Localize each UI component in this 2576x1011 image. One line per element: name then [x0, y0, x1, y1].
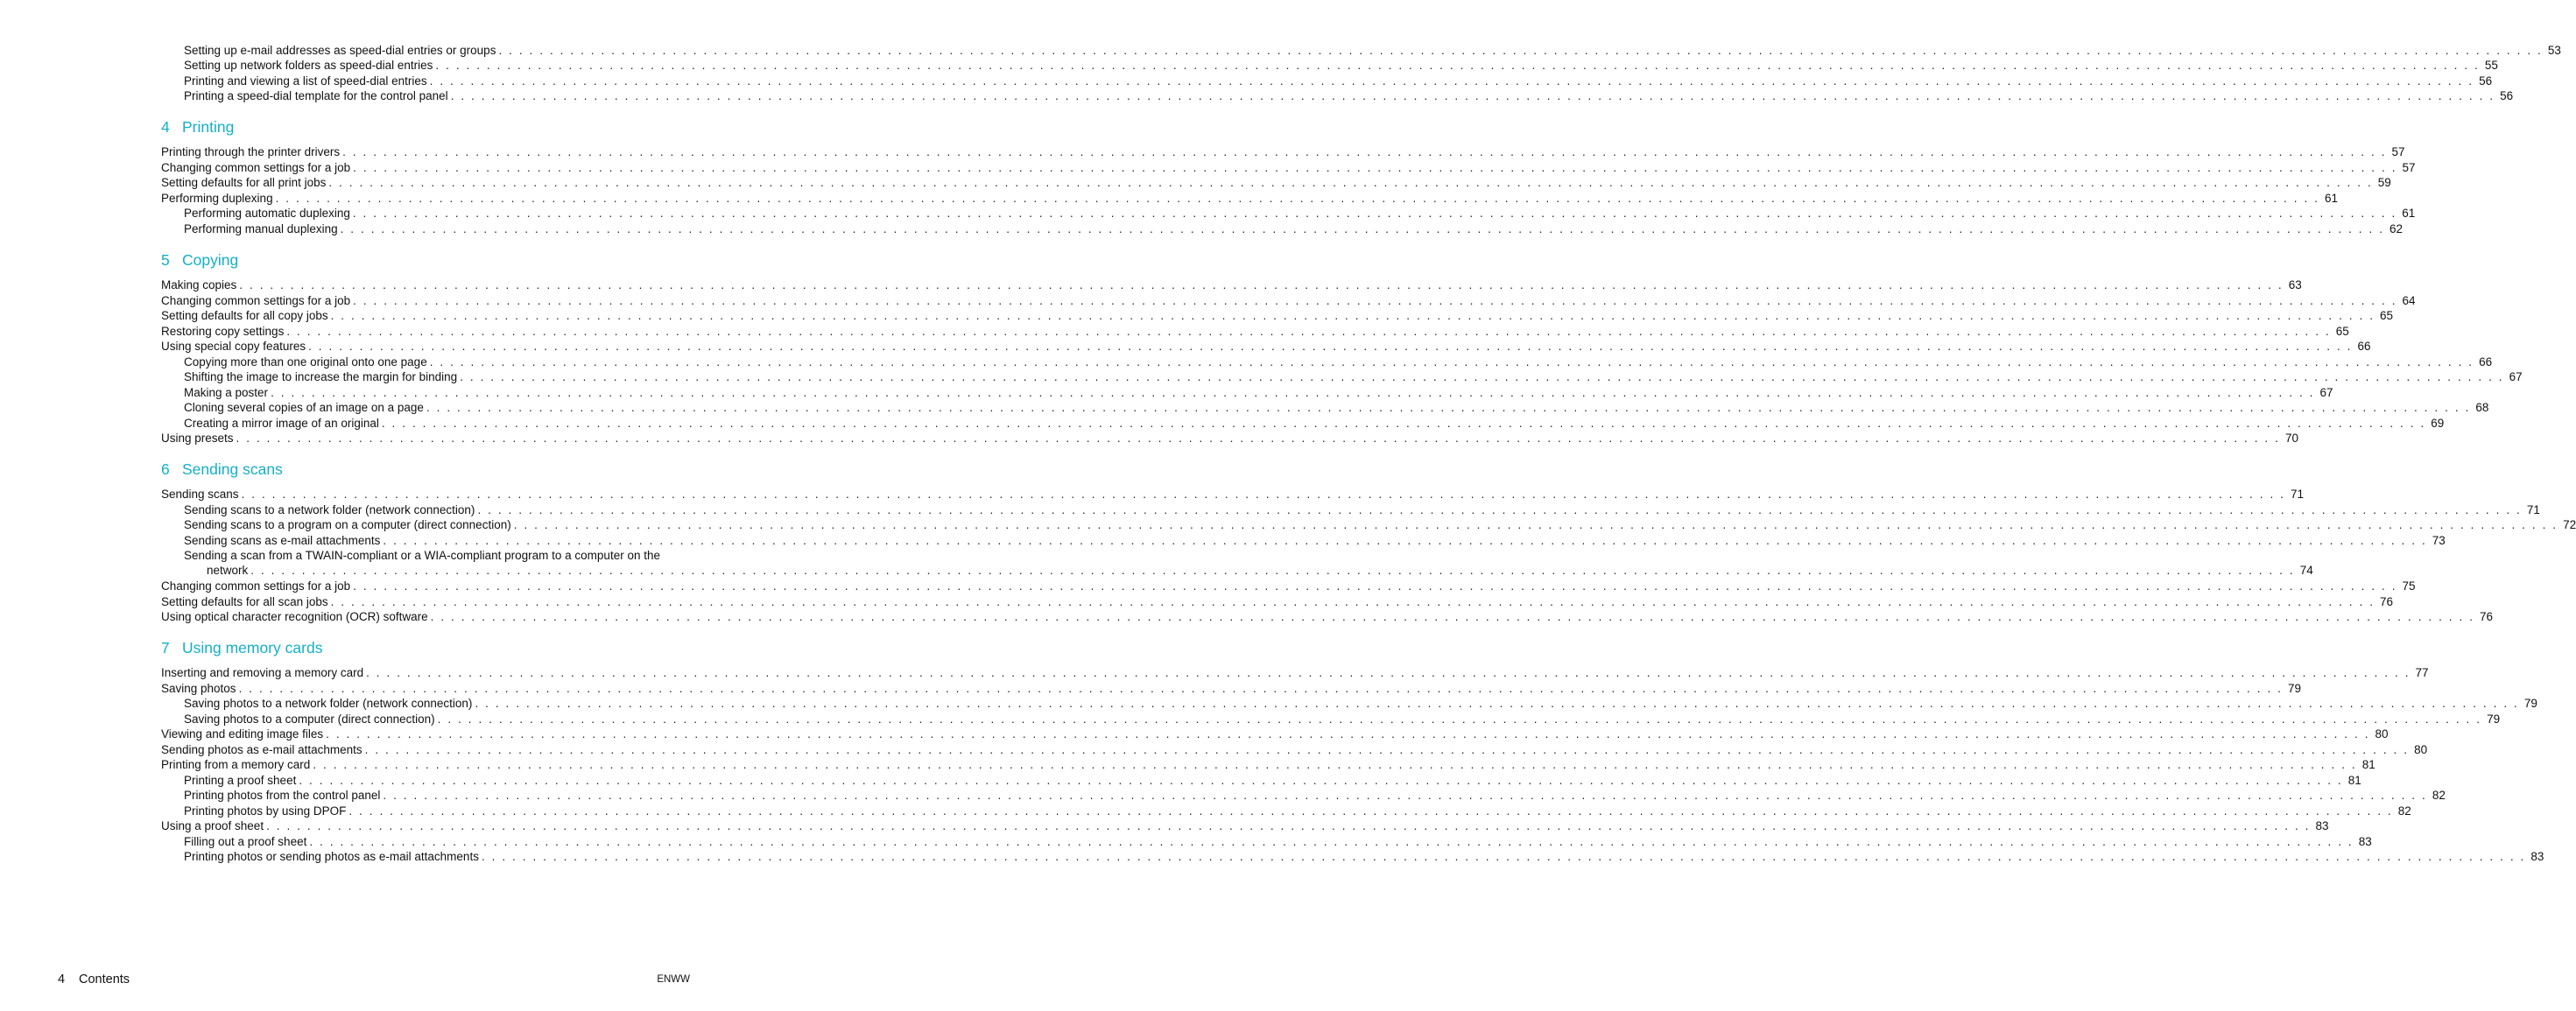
toc-entry-title: Making copies — [161, 278, 237, 291]
toc-entry[interactable] — [184, 369, 2523, 384]
toc-entry[interactable] — [161, 191, 2339, 206]
toc-entry-page: 64 — [2402, 294, 2416, 307]
footer-page-number: 4 — [58, 972, 66, 986]
toc-entry[interactable] — [184, 221, 2404, 236]
toc-entry-page: 83 — [2358, 835, 2372, 848]
toc-entry[interactable] — [161, 175, 2391, 190]
dot-leader: . . . . . . . . . . . . . . . . . . . . . . . . . . . . . . . . . . . . . . . . . . . . . . . . . . . . . . . . . . . . . . . . . . . . . . . . . . . . . . . . . . . . . . . . . . . . . . . . . . . . . . . . . . . . . . . . . . . . . . . . . . . . . . . . . . . . . . . . . . . . . . . . . . . . . . . . . . . . . . . . . . . . . . . . . . . . . . . . . . . . . . . . . . . . . . . . . . . . . . . . — [299, 774, 2343, 787]
dot-leader: . . . . . . . . . . . . . . . . . . . . . . . . . . . . . . . . . . . . . . . . . . . . . . . . . . . . . . . . . . . . . . . . . . . . . . . . . . . . . . . . . . . . . . . . . . . . . . . . . . . . . . . . . . . . . . . . . . . . . . . . . . . . . . . . . . . . . . . . . . . . . . . . . . . . . . . . . . . . . . . . . . . . . . . . . . . . . . . . . . . . . . . . . . . . . . . . . . . . . . . . — [238, 682, 2284, 695]
page-footer — [58, 972, 130, 986]
toc-entry-page: 66 — [2479, 355, 2493, 369]
dot-leader: . . . . . . . . . . . . . . . . . . . . . . . . . . . . . . . . . . . . . . . . . . . . . . . . . . . . . . . . . . . . . . . . . . . . . . . . . . . . . . . . . . . . . . . . . . . . . . . . . . . . . . . . . . . . . . . . . . . . . . . . . . . . . . . . . . . . . . . . . . . . . . . . . . . . . . . . . . . . . . . . . . . . . . . . . . . . . . . . . . . . . . . . . . . . . . . . . . . . . . . . — [513, 518, 2558, 531]
toc-entry-page: 81 — [2347, 774, 2361, 787]
toc-entry-page: 53 — [2547, 44, 2561, 57]
toc-entry-page: 82 — [2432, 789, 2446, 802]
toc-entry[interactable] — [184, 804, 2411, 818]
toc-entry-page: 76 — [2480, 610, 2494, 623]
toc-entry[interactable] — [161, 308, 2394, 323]
dot-leader: . . . . . . . . . . . . . . . . . . . . . . . . . . . . . . . . . . . . . . . . . . . . . . . . . . . . . . . . . . . . . . . . . . . . . . . . . . . . . . . . . . . . . . . . . . . . . . . . . . . . . . . . . . . . . . . . . . . . . . . . . . . . . . . . . . . . . . . . . . . . . . . . . . . . . . . . . . . . . . . . . . . . . . . . . . . . . . . . . . . . . . . . . . . . . . . . . . . . . . . . — [435, 59, 2480, 72]
toc-entry-page: 71 — [2290, 488, 2305, 501]
toc-entry-title: Printing photos by using DPOF — [184, 804, 347, 818]
chapter-heading[interactable] — [161, 251, 238, 270]
chapter-title: Copying — [182, 251, 239, 269]
toc-entry-page: 83 — [2315, 819, 2329, 832]
toc-entry-title: Saving photos to a network folder (network connection) — [184, 697, 473, 710]
toc-entry-page: 56 — [2500, 89, 2514, 102]
chapter-number: 7 — [161, 639, 170, 656]
toc-entry-title: Setting defaults for all print jobs — [161, 176, 327, 189]
toc-entry[interactable] — [184, 712, 2501, 727]
toc-entry-title: Filling out a proof sheet — [184, 835, 307, 848]
dot-leader: . . . . . . . . . . . . . . . . . . . . . . . . . . . . . . . . . . . . . . . . . . . . . . . . . . . . . . . . . . . . . . . . . . . . . . . . . . . . . . . . . . . . . . . . . . . . . . . . . . . . . . . . . . . . . . . . . . . . . . . . . . . . . . . . . . . . . . . . . . . . . . . . . . . . . . . . . . . . . . . . . . . . . . . . . . . . . . . . . . . . . . . . . . . . . . . . . . . . . . . . — [426, 401, 2471, 414]
toc-entry-title: Copying more than one original onto one page — [184, 355, 427, 369]
dot-leader: . . . . . . . . . . . . . . . . . . . . . . . . . . . . . . . . . . . . . . . . . . . . . . . . . . . . . . . . . . . . . . . . . . . . . . . . . . . . . . . . . . . . . . . . . . . . . . . . . . . . . . . . . . . . . . . . . . . . . . . . . . . . . . . . . . . . . . . . . . . . . . . . . . . . . . . . . . . . . . . . . . . . . . . . . . . . . . . . . . . . . . . . . . . . . . . . . . . . . . . . — [348, 804, 2393, 818]
toc-entry-title: Sending photos as e-mail attachments — [161, 743, 362, 756]
toc-entry-title: Using a proof sheet — [161, 819, 264, 832]
toc-entry[interactable] — [184, 206, 2416, 221]
toc-entry[interactable] — [161, 324, 2349, 339]
toc-entry-page: 59 — [2377, 176, 2391, 189]
toc-entry-page: 63 — [2288, 278, 2302, 291]
toc-entry-page: 80 — [2375, 727, 2389, 741]
toc-entry-page: 71 — [2526, 503, 2540, 516]
dot-leader: . . . . . . . . . . . . . . . . . . . . . . . . . . . . . . . . . . . . . . . . . . . . . . . . . . . . . . . . . . . . . . . . . . . . . . . . . . . . . . . . . . . . . . . . . . . . . . . . . . . . . . . . . . . . . . . . . . . . . . . . . . . . . . . . . . . . . . . . . . . . . . . . . . . . . . . . . . . . . . . . . . . . . . . . . . . . . . . . . . . . . . . . . . . . . . . . . . . . . . . . — [330, 595, 2375, 608]
toc-entry-page: 55 — [2484, 59, 2498, 72]
toc-entry-title: Viewing and editing image files — [161, 727, 324, 741]
toc-entry[interactable] — [161, 727, 2389, 741]
toc-entry-page: 80 — [2414, 743, 2428, 756]
toc-entry[interactable] — [161, 579, 2416, 593]
toc-entry-title: Inserting and removing a memory card — [161, 666, 364, 679]
toc-entry-title: Making a poster — [184, 386, 269, 399]
toc-entry-title: Performing duplexing — [161, 192, 273, 205]
toc-entry-page: 77 — [2415, 666, 2429, 679]
chapter-heading[interactable] — [161, 639, 322, 657]
toc-entry[interactable] — [161, 594, 2394, 609]
dot-leader: . . . . . . . . . . . . . . . . . . . . . . . . . . . . . . . . . . . . . . . . . . . . . . . . . . . . . . . . . . . . . . . . . . . . . . . . . . . . . . . . . . . . . . . . . . . . . . . . . . . . . . . . . . . . . . . . . . . . . . . . . . . . . . . . . . . . . . . . . . . . . . . . . . . . . . . . . . . . . . . . . . . . . . . . . . . . . . . . . . . . . . . . . . . . . . . . . . . . . . . . — [271, 386, 2315, 399]
dot-leader: . . . . . . . . . . . . . . . . . . . . . . . . . . . . . . . . . . . . . . . . . . . . . . . . . . . . . . . . . . . . . . . . . . . . . . . . . . . . . . . . . . . . . . . . . . . . . . . . . . . . . . . . . . . . . . . . . . . . . . . . . . . . . . . . . . . . . . . . . . . . . . . . . . . . . . . . . . . . . . . . . . . . . . . . . . . . . . . . . . . . . . . . . . . . . . . . . . . . . . . . — [498, 44, 2543, 57]
dot-leader: . . . . . . . . . . . . . . . . . . . . . . . . . . . . . . . . . . . . . . . . . . . . . . . . . . . . . . . . . . . . . . . . . . . . . . . . . . . . . . . . . . . . . . . . . . . . . . . . . . . . . . . . . . . . . . . . . . . . . . . . . . . . . . . . . . . . . . . . . . . . . . . . . . . . . . . . . . . . . . . . . . . . . . . . . . . . . . . . . . . . . . . . . . . . . . . . . . . . . . . . — [266, 819, 2311, 832]
chapter-heading[interactable] — [161, 460, 283, 479]
toc-entry-title: Performing manual duplexing — [184, 222, 338, 235]
chapter-title: Sending scans — [182, 460, 283, 478]
toc-entry-title: Cloning several copies of an image on a page — [184, 401, 424, 414]
chapter-number: 5 — [161, 251, 170, 269]
toc-entry-page: 73 — [2432, 534, 2446, 547]
toc-entry-page: 70 — [2284, 432, 2298, 445]
toc-entry[interactable] — [184, 58, 2498, 73]
toc-entry-page: 61 — [2402, 207, 2416, 220]
toc-entry-title: Using special copy features — [161, 340, 306, 353]
dot-leader: . . . . . . . . . . . . . . . . . . . . . . . . . . . . . . . . . . . . . . . . . . . . . . . . . . . . . . . . . . . . . . . . . . . . . . . . . . . . . . . . . . . . . . . . . . . . . . . . . . . . . . . . . . . . . . . . . . . . . . . . . . . . . . . . . . . . . . . . . . . . . . . . . . . . . . . . . . . . . . . . . . . . . . . . . . . . . . . . . . . . . . . . . . . . . . . . . . . . . . . . — [275, 192, 2320, 205]
toc-entry-page: 66 — [2357, 340, 2371, 353]
toc-entry-page: 82 — [2397, 804, 2411, 818]
toc-entry-page: 76 — [2380, 595, 2394, 608]
toc-entry-title: Using presets — [161, 432, 234, 445]
toc-entry[interactable] — [184, 43, 2561, 58]
toc-entry[interactable] — [184, 849, 2544, 864]
toc-entry-title: Using optical character recognition (OCR) software — [161, 610, 428, 623]
toc-entry-title: Performing automatic duplexing — [184, 207, 350, 220]
toc-entry-title: Saving photos — [161, 682, 236, 695]
toc-entry[interactable] — [184, 788, 2446, 803]
toc-entry-title: Shifting the image to increase the margin for binding — [184, 370, 458, 383]
toc-entry[interactable] — [161, 665, 2429, 680]
dot-leader: . . . . . . . . . . . . . . . . . . . . . . . . . . . . . . . . . . . . . . . . . . . . . . . . . . . . . . . . . . . . . . . . . . . . . . . . . . . . . . . . . . . . . . . . . . . . . . . . . . . . . . . . . . . . . . . . . . . . . . . . . . . . . . . . . . . . . . . . . . . . . . . . . . . . . . . . . . . . . . . . . . . . . . . . . . . . . . . . . . . . . . . . . . . . . . . . . . . . . . . . — [366, 666, 2411, 679]
toc-entry-title: Setting up network folders as speed-dial entries — [184, 59, 433, 72]
dot-leader: . . . . . . . . . . . . . . . . . . . . . . . . . . . . . . . . . . . . . . . . . . . . . . . . . . . . . . . . . . . . . . . . . . . . . . . . . . . . . . . . . . . . . . . . . . . . . . . . . . . . . . . . . . . . . . . . . . . . . . . . . . . . . . . . . . . . . . . . . . . . . . . . . . . . . . . . . . . . . . . . . . . . . . . . . . . . . . . . . . . . . . . . . . . . . . . . . . . . . . . . — [352, 207, 2397, 220]
toc-entry-title: Saving photos to a computer (direct connection) — [184, 713, 435, 726]
dot-leader: . . . . . . . . . . . . . . . . . . . . . . . . . . . . . . . . . . . . . . . . . . . . . . . . . . . . . . . . . . . . . . . . . . . . . . . . . . . . . . . . . . . . . . . . . . . . . . . . . . . . . . . . . . . . . . . . . . . . . . . . . . . . . . . . . . . . . . . . . . . . . . . . . . . . . . . . . . . . . . . . . . . . . . . . . . . . . . . . . . . . . . . . . . . . . . . . . . . . . . . . — [430, 610, 2475, 623]
dot-leader: . . . . . . . . . . . . . . . . . . . . . . . . . . . . . . . . . . . . . . . . . . . . . . . . . . . . . . . . . . . . . . . . . . . . . . . . . . . . . . . . . . . . . . . . . . . . . . . . . . . . . . . . . . . . . . . . . . . . . . . . . . . . . . . . . . . . . . . . . . . . . . . . . . . . . . . . . . . . . . . . . . . . . . . . . . . . . . . . . . . . . . . . . . . . . . . . . . . . . . . . — [429, 355, 2474, 369]
toc-entry-title: Printing photos from the control panel — [184, 789, 381, 802]
toc-entry-title: Sending scans — [161, 488, 239, 501]
dot-leader: . . . . . . . . . . . . . . . . . . . . . . . . . . . . . . . . . . . . . . . . . . . . . . . . . . . . . . . . . . . . . . . . . . . . . . . . . . . . . . . . . . . . . . . . . . . . . . . . . . . . . . . . . . . . . . . . . . . . . . . . . . . . . . . . . . . . . . . . . . . . . . . . . . . . . . . . . . . . . . . . . . . . . . . . . . . . . . . . . . . . . . . . . . . . . . . . . . . . . . . . — [313, 758, 2357, 771]
chapter-number: 4 — [161, 118, 170, 136]
toc-entry[interactable] — [184, 773, 2361, 788]
toc-entry-title: Setting defaults for all copy jobs — [161, 309, 328, 322]
toc-entry[interactable] — [161, 818, 2329, 833]
toc-entry[interactable] — [161, 681, 2302, 696]
toc-entry-page: 62 — [2389, 222, 2404, 235]
toc-entry-title: Changing common settings for a job — [161, 161, 351, 174]
toc-entry-title: Sending a scan from a TWAIN-compliant or a WIA-compliant program to a computer on the — [184, 549, 660, 562]
footer-section: Contents — [79, 972, 130, 986]
toc-entry[interactable] — [184, 400, 2489, 415]
toc-entry-title: Sending scans to a program on a computer (direct connection) — [184, 518, 511, 531]
dot-leader: . . . . . . . . . . . . . . . . . . . . . . . . . . . . . . . . . . . . . . . . . . . . . . . . . . . . . . . . . . . . . . . . . . . . . . . . . . . . . . . . . . . . . . . . . . . . . . . . . . . . . . . . . . . . . . . . . . . . . . . . . . . . . . . . . . . . . . . . . . . . . . . . . . . . . . . . . . . . . . . . . . . . . . . . . . . . . . . . . . . . . . . . . . . . . . . . . . . . . . . . — [450, 89, 2495, 102]
toc-entry-page: 65 — [2380, 309, 2394, 322]
toc-entry-title: Changing common settings for a job — [161, 294, 351, 307]
toc-entry-title: Restoring copy settings — [161, 325, 285, 338]
toc-entry[interactable] — [161, 339, 2371, 354]
toc-entry[interactable] — [161, 144, 2405, 159]
toc-entry[interactable] — [184, 517, 2576, 532]
dot-leader: . . . . . . . . . . . . . . . . . . . . . . . . . . . . . . . . . . . . . . . . . . . . . . . . . . . . . . . . . . . . . . . . . . . . . . . . . . . . . . . . . . . . . . . . . . . . . . . . . . . . . . . . . . . . . . . . . . . . . . . . . . . . . . . . . . . . . . . . . . . . . . . . . . . . . . . . . . . . . . . . . . . . . . . . . . . . . . . . . . . . . . . . . . . . . . . . . . . . . . . . — [326, 727, 2370, 741]
toc-entry-page: 65 — [2335, 325, 2349, 338]
dot-leader: . . . . . . . . . . . . . . . . . . . . . . . . . . . . . . . . . . . . . . . . . . . . . . . . . . . . . . . . . . . . . . . . . . . . . . . . . . . . . . . . . . . . . . . . . . . . . . . . . . . . . . . . . . . . . . . . . . . . . . . . . . . . . . . . . . . . . . . . . . . . . . . . . . . . . . . . . . . . . . . . . . . . . . . . . . . . . . . . . . . . . . . . . . . . . . . . . . . . . . . . — [437, 713, 2482, 726]
toc-entry-page: 74 — [2299, 564, 2313, 577]
toc-entry[interactable] — [184, 502, 2540, 517]
dot-leader: . . . . . . . . . . . . . . . . . . . . . . . . . . . . . . . . . . . . . . . . . . . . . . . . . . . . . . . . . . . . . . . . . . . . . . . . . . . . . . . . . . . . . . . . . . . . . . . . . . . . . . . . . . . . . . . . . . . . . . . . . . . . . . . . . . . . . . . . . . . . . . . . . . . . . . . . . . . . . . . . . . . . . . . . . . . . . . . . . . . . . . . . . . . . . . . . . . . . . . . . — [308, 340, 2353, 353]
toc-entry[interactable] — [161, 431, 2298, 446]
toc-entry-page: 67 — [2509, 370, 2523, 383]
toc-entry[interactable] — [184, 74, 2493, 88]
toc-entry-title-continued: network — [207, 564, 249, 577]
toc-entry-page: 67 — [2319, 386, 2333, 399]
toc-entry-title: Printing from a memory card — [161, 758, 311, 771]
toc-entry-page: 81 — [2361, 758, 2375, 771]
dot-leader: . . . . . . . . . . . . . . . . . . . . . . . . . . . . . . . . . . . . . . . . . . . . . . . . . . . . . . . . . . . . . . . . . . . . . . . . . . . . . . . . . . . . . . . . . . . . . . . . . . . . . . . . . . . . . . . . . . . . . . . . . . . . . . . . . . . . . . . . . . . . . . . . . . . . . . . . . . . . . . . . . . . . . . . . . . . . . . . . . . . . . . . . . . . . . . . . . . . . . . . . — [236, 432, 2280, 445]
dot-leader: . . . . . . . . . . . . . . . . . . . . . . . . . . . . . . . . . . . . . . . . . . . . . . . . . . . . . . . . . . . . . . . . . . . . . . . . . . . . . . . . . . . . . . . . . . . . . . . . . . . . . . . . . . . . . . . . . . . . . . . . . . . . . . . . . . . . . . . . . . . . . . . . . . . . . . . . . . . . . . . . . . . . . . . . . . . . . . . . . . . . . . . . . . . . . . . . . . . . . . . . — [353, 161, 2397, 174]
dot-leader: . . . . . . . . . . . . . . . . . . . . . . . . . . . . . . . . . . . . . . . . . . . . . . . . . . . . . . . . . . . . . . . . . . . . . . . . . . . . . . . . . . . . . . . . . . . . . . . . . . . . . . . . . . . . . . . . . . . . . . . . . . . . . . . . . . . . . . . . . . . . . . . . . . . . . . . . . . . . . . . . . . . . . . . . . . . . . . . . . . . . . . . . . . . . . . . . . . . . . . . . — [241, 488, 2286, 501]
dot-leader: . . . . . . . . . . . . . . . . . . . . . . . . . . . . . . . . . . . . . . . . . . . . . . . . . . . . . . . . . . . . . . . . . . . . . . . . . . . . . . . . . . . . . . . . . . . . . . . . . . . . . . . . . . . . . . . . . . . . . . . . . . . . . . . . . . . . . . . . . . . . . . . . . . . . . . . . . . . . . . . . . . . . . . . . . . . . . . . . . . . . . . . . . . . . . . . . . . . . . . . . — [286, 325, 2331, 338]
dot-leader: . . . . . . . . . . . . . . . . . . . . . . . . . . . . . . . . . . . . . . . . . . . . . . . . . . . . . . . . . . . . . . . . . . . . . . . . . . . . . . . . . . . . . . . . . . . . . . . . . . . . . . . . . . . . . . . . . . . . . . . . . . . . . . . . . . . . . . . . . . . . . . . . . . . . . . . . . . . . . . . . . . . . . . . . . . . . . . . . . . . . . . . . . . . . . . . . . . . . . . . . — [460, 370, 2504, 383]
toc-entry[interactable] — [184, 696, 2537, 711]
toc-entry-page: 56 — [2479, 74, 2493, 88]
toc-entry-page: 83 — [2530, 850, 2544, 863]
toc-entry-title: Printing and viewing a list of speed-dial entries — [184, 74, 427, 88]
chapter-heading[interactable] — [161, 118, 234, 137]
dot-leader: . . . . . . . . . . . . . . . . . . . . . . . . . . . . . . . . . . . . . . . . . . . . . . . . . . . . . . . . . . . . . . . . . . . . . . . . . . . . . . . . . . . . . . . . . . . . . . . . . . . . . . . . . . . . . . . . . . . . . . . . . . . . . . . . . . . . . . . . . . . . . . . . . . . . . . . . . . . . . . . . . . . . . . . . . . . . . . . . . . . . . . . . . . . . . . . . . . . . . . . . — [328, 176, 2373, 189]
dot-leader: . . . . . . . . . . . . . . . . . . . . . . . . . . . . . . . . . . . . . . . . . . . . . . . . . . . . . . . . . . . . . . . . . . . . . . . . . . . . . . . . . . . . . . . . . . . . . . . . . . . . . . . . . . . . . . . . . . . . . . . . . . . . . . . . . . . . . . . . . . . . . . . . . . . . . . . . . . . . . . . . . . . . . . . . . . . . . . . . . . . . . . . . . . . . . . . . . . . . . . . . — [383, 534, 2427, 547]
toc-entry[interactable] — [184, 834, 2372, 849]
dot-leader: . . . . . . . . . . . . . . . . . . . . . . . . . . . . . . . . . . . . . . . . . . . . . . . . . . . . . . . . . . . . . . . . . . . . . . . . . . . . . . . . . . . . . . . . . . . . . . . . . . . . . . . . . . . . . . . . . . . . . . . . . . . . . . . . . . . . . . . . . . . . . . . . . . . . . . . . . . . . . . . . . . . . . . . . . . . . . . . . . . . . . . . . . . . . . . . . . . . . . . . . — [353, 579, 2397, 593]
toc-entry[interactable] — [161, 609, 2494, 624]
toc-entry[interactable] — [161, 160, 2416, 175]
toc-entry[interactable] — [184, 533, 2446, 548]
toc-entry[interactable] — [184, 548, 2313, 578]
toc-entry-title: Setting defaults for all scan jobs — [161, 595, 328, 608]
chapter-title: Printing — [182, 118, 235, 136]
toc-entry[interactable] — [184, 416, 2445, 431]
toc-entry-title: Sending scans as e-mail attachments — [184, 534, 381, 547]
toc-entry-title: Creating a mirror image of an original — [184, 417, 379, 430]
toc-entry-title: Printing photos or sending photos as e-mail attachments — [184, 850, 479, 863]
toc-entry-page: 61 — [2325, 192, 2339, 205]
dot-leader: . . . . . . . . . . . . . . . . . . . . . . . . . . . . . . . . . . . . . . . . . . . . . . . . . . . . . . . . . . . . . . . . . . . . . . . . . . . . . . . . . . . . . . . . . . . . . . . . . . . . . . . . . . . . . . . . . . . . . . . . . . . . . . . . . . . . . . . . . . . . . . . . . . . . . . . . . . . . . . . . . . . . . . . . . . . . . . . . . . . . . . . . . . . . . . . . . . . . . . . . — [477, 503, 2522, 516]
dot-leader: . . . . . . . . . . . . . . . . . . . . . . . . . . . . . . . . . . . . . . . . . . . . . . . . . . . . . . . . . . . . . . . . . . . . . . . . . . . . . . . . . . . . . . . . . . . . . . . . . . . . . . . . . . . . . . . . . . . . . . . . . . . . . . . . . . . . . . . . . . . . . . . . . . . . . . . . . . . . . . . . . . . . . . . . . . . . . . . . . . . . . . . . . . . . . . . . . . . . . . . . — [475, 697, 2519, 710]
toc-entry-page: 57 — [2391, 145, 2405, 158]
toc-entry[interactable] — [161, 742, 2428, 757]
dot-leader: . . . . . . . . . . . . . . . . . . . . . . . . . . . . . . . . . . . . . . . . . . . . . . . . . . . . . . . . . . . . . . . . . . . . . . . . . . . . . . . . . . . . . . . . . . . . . . . . . . . . . . . . . . . . . . . . . . . . . . . . . . . . . . . . . . . . . . . . . . . . . . . . . . . . . . . . . . . . . . . . . . . . . . . . . . . . . . . . . . . . . . . . . . . . . . . . . . . . . . . . — [429, 74, 2474, 88]
dot-leader: . . . . . . . . . . . . . . . . . . . . . . . . . . . . . . . . . . . . . . . . . . . . . . . . . . . . . . . . . . . . . . . . . . . . . . . . . . . . . . . . . . . . . . . . . . . . . . . . . . . . . . . . . . . . . . . . . . . . . . . . . . . . . . . . . . . . . . . . . . . . . . . . . . . . . . . . . . . . . . . . . . . . . . . . . . . . . . . . . . . . . . . . . . . . . . . . . . . . . . . . — [250, 564, 2295, 577]
toc-entry[interactable] — [161, 487, 2305, 502]
toc-entry-page: 75 — [2402, 579, 2416, 593]
toc-entry-title: Sending scans to a network folder (network connection) — [184, 503, 475, 516]
toc-entry-page: 79 — [2523, 697, 2537, 710]
chapter-number: 6 — [161, 460, 170, 478]
toc-entry-page: 68 — [2475, 401, 2489, 414]
toc-entry[interactable] — [184, 385, 2333, 400]
dot-leader: . . . . . . . . . . . . . . . . . . . . . . . . . . . . . . . . . . . . . . . . . . . . . . . . . . . . . . . . . . . . . . . . . . . . . . . . . . . . . . . . . . . . . . . . . . . . . . . . . . . . . . . . . . . . . . . . . . . . . . . . . . . . . . . . . . . . . . . . . . . . . . . . . . . . . . . . . . . . . . . . . . . . . . . . . . . . . . . . . . . . . . . . . . . . . . . . . . . . . . . . — [481, 850, 2526, 863]
toc-entry-title: Printing a proof sheet — [184, 774, 297, 787]
toc-entry-page: 79 — [2487, 713, 2501, 726]
toc-entry-page: 72 — [2563, 518, 2576, 531]
toc-entry-title: Printing a speed-dial template for the control panel — [184, 89, 448, 102]
footer-code: ENWW — [657, 974, 690, 985]
toc-entry[interactable] — [161, 757, 2375, 772]
toc-entry[interactable] — [161, 277, 2302, 292]
toc-entry[interactable] — [184, 355, 2493, 369]
toc-entry-page: 57 — [2402, 161, 2416, 174]
dot-leader: . . . . . . . . . . . . . . . . . . . . . . . . . . . . . . . . . . . . . . . . . . . . . . . . . . . . . . . . . . . . . . . . . . . . . . . . . . . . . . . . . . . . . . . . . . . . . . . . . . . . . . . . . . . . . . . . . . . . . . . . . . . . . . . . . . . . . . . . . . . . . . . . . . . . . . . . . . . . . . . . . . . . . . . . . . . . . . . . . . . . . . . . . . . . . . . . . . . . . . . . — [383, 789, 2427, 802]
toc-entry[interactable] — [161, 293, 2416, 308]
toc-entry-title: Changing common settings for a job — [161, 579, 351, 593]
toc-entry-title: Setting up e-mail addresses as speed-dial entries or groups — [184, 44, 496, 57]
dot-leader: . . . . . . . . . . . . . . . . . . . . . . . . . . . . . . . . . . . . . . . . . . . . . . . . . . . . . . . . . . . . . . . . . . . . . . . . . . . . . . . . . . . . . . . . . . . . . . . . . . . . . . . . . . . . . . . . . . . . . . . . . . . . . . . . . . . . . . . . . . . . . . . . . . . . . . . . . . . . . . . . . . . . . . . . . . . . . . . . . . . . . . . . . . . . . . . . . . . . . . . . — [239, 278, 2284, 291]
dot-leader: . . . . . . . . . . . . . . . . . . . . . . . . . . . . . . . . . . . . . . . . . . . . . . . . . . . . . . . . . . . . . . . . . . . . . . . . . . . . . . . . . . . . . . . . . . . . . . . . . . . . . . . . . . . . . . . . . . . . . . . . . . . . . . . . . . . . . . . . . . . . . . . . . . . . . . . . . . . . . . . . . . . . . . . . . . . . . . . . . . . . . . . . . . . . . . . . . . . . . . . . — [342, 145, 2387, 158]
dot-leader: . . . . . . . . . . . . . . . . . . . . . . . . . . . . . . . . . . . . . . . . . . . . . . . . . . . . . . . . . . . . . . . . . . . . . . . . . . . . . . . . . . . . . . . . . . . . . . . . . . . . . . . . . . . . . . . . . . . . . . . . . . . . . . . . . . . . . . . . . . . . . . . . . . . . . . . . . . . . . . . . . . . . . . . . . . . . . . . . . . . . . . . . . . . . . . . . . . . . . . . . — [340, 222, 2385, 235]
toc-entry-title: Printing through the printer drivers — [161, 145, 341, 158]
toc-entry[interactable] — [184, 88, 2514, 103]
dot-leader: . . . . . . . . . . . . . . . . . . . . . . . . . . . . . . . . . . . . . . . . . . . . . . . . . . . . . . . . . . . . . . . . . . . . . . . . . . . . . . . . . . . . . . . . . . . . . . . . . . . . . . . . . . . . . . . . . . . . . . . . . . . . . . . . . . . . . . . . . . . . . . . . . . . . . . . . . . . . . . . . . . . . . . . . . . . . . . . . . . . . . . . . . . . . . . . . . . . . . . . . — [353, 294, 2397, 307]
chapter-title: Using memory cards — [182, 639, 323, 656]
dot-leader: . . . . . . . . . . . . . . . . . . . . . . . . . . . . . . . . . . . . . . . . . . . . . . . . . . . . . . . . . . . . . . . . . . . . . . . . . . . . . . . . . . . . . . . . . . . . . . . . . . . . . . . . . . . . . . . . . . . . . . . . . . . . . . . . . . . . . . . . . . . . . . . . . . . . . . . . . . . . . . . . . . . . . . . . . . . . . . . . . . . . . . . . . . . . . . . . . . . . . . . . — [381, 417, 2426, 430]
dot-leader: . . . . . . . . . . . . . . . . . . . . . . . . . . . . . . . . . . . . . . . . . . . . . . . . . . . . . . . . . . . . . . . . . . . . . . . . . . . . . . . . . . . . . . . . . . . . . . . . . . . . . . . . . . . . . . . . . . . . . . . . . . . . . . . . . . . . . . . . . . . . . . . . . . . . . . . . . . . . . . . . . . . . . . . . . . . . . . . . . . . . . . . . . . . . . . . . . . . . . . . . — [309, 835, 2354, 848]
dot-leader: . . . . . . . . . . . . . . . . . . . . . . . . . . . . . . . . . . . . . . . . . . . . . . . . . . . . . . . . . . . . . . . . . . . . . . . . . . . . . . . . . . . . . . . . . . . . . . . . . . . . . . . . . . . . . . . . . . . . . . . . . . . . . . . . . . . . . . . . . . . . . . . . . . . . . . . . . . . . . . . . . . . . . . . . . . . . . . . . . . . . . . . . . . . . . . . . . . . . . . . . — [330, 309, 2375, 322]
dot-leader: . . . . . . . . . . . . . . . . . . . . . . . . . . . . . . . . . . . . . . . . . . . . . . . . . . . . . . . . . . . . . . . . . . . . . . . . . . . . . . . . . . . . . . . . . . . . . . . . . . . . . . . . . . . . . . . . . . . . . . . . . . . . . . . . . . . . . . . . . . . . . . . . . . . . . . . . . . . . . . . . . . . . . . . . . . . . . . . . . . . . . . . . . . . . . . . . . . . . . . . . — [364, 743, 2410, 756]
toc-entry-page: 69 — [2431, 417, 2445, 430]
toc-entry-page: 79 — [2287, 682, 2302, 695]
